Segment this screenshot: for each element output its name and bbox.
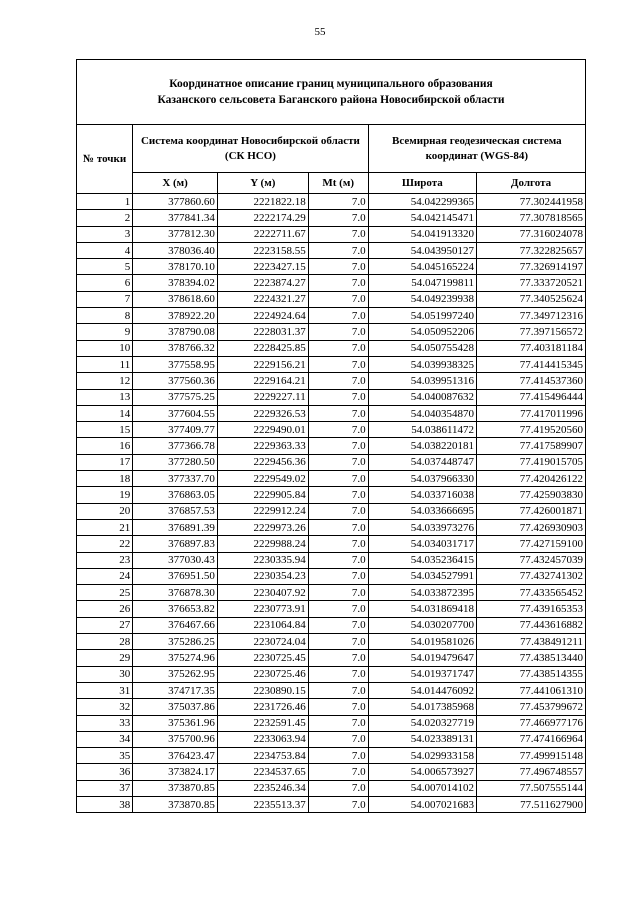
cell-x: 375700.96 [133,731,218,747]
cell-y: 2224924.64 [217,308,308,324]
cell-latitude: 54.039938325 [368,356,476,372]
cell-y: 2230407.92 [217,585,308,601]
table-row [77,666,585,682]
cell-latitude: 54.019479647 [368,650,476,666]
cell-longitude: 77.438514355 [477,666,585,682]
cell-mt: 7.0 [308,796,368,812]
cell-longitude: 77.433565452 [477,585,585,601]
cell-longitude: 77.415496444 [477,389,585,405]
cell-y: 2230890.15 [217,682,308,698]
cell-latitude: 54.034031717 [368,536,476,552]
header-x: X (м) [133,173,218,194]
table-body [77,194,585,813]
header-latitude: Широта [368,173,476,194]
table-row [77,715,585,731]
cell-latitude: 54.034527991 [368,568,476,584]
cell-latitude: 54.039951316 [368,373,476,389]
cell-point-number: 7 [77,291,133,307]
cell-y: 2229973.26 [217,519,308,535]
cell-latitude: 54.017385968 [368,699,476,715]
cell-latitude: 54.023389131 [368,731,476,747]
cell-x: 376863.05 [133,487,218,503]
cell-mt: 7.0 [308,780,368,796]
cell-point-number: 26 [77,601,133,617]
cell-y: 2229227.11 [217,389,308,405]
cell-x: 377030.43 [133,552,218,568]
cell-x: 376891.39 [133,519,218,535]
cell-mt: 7.0 [308,601,368,617]
cell-latitude: 54.014476092 [368,682,476,698]
cell-mt: 7.0 [308,259,368,275]
cell-y: 2228425.85 [217,340,308,356]
cell-latitude: 54.033666695 [368,503,476,519]
cell-point-number: 29 [77,650,133,666]
cell-mt: 7.0 [308,324,368,340]
cell-y: 2230724.04 [217,634,308,650]
cell-longitude: 77.417011996 [477,405,585,421]
cell-longitude: 77.453799672 [477,699,585,715]
coordinate-table-frame [76,59,586,813]
title-line-2: Казанского сельсовета Баганского района Новосибирской области [157,94,505,106]
cell-mt: 7.0 [308,226,368,242]
cell-mt: 7.0 [308,340,368,356]
cell-y: 2230773.91 [217,601,308,617]
table-row [77,552,585,568]
cell-mt: 7.0 [308,356,368,372]
cell-mt: 7.0 [308,682,368,698]
cell-longitude: 77.432457039 [477,552,585,568]
cell-point-number: 19 [77,487,133,503]
header-point-number: № точки [77,125,133,194]
cell-longitude: 77.426930903 [477,519,585,535]
cell-longitude: 77.316024078 [477,226,585,242]
table-row [77,634,585,650]
cell-mt: 7.0 [308,487,368,503]
cell-longitude: 77.326914197 [477,259,585,275]
cell-x: 377604.55 [133,405,218,421]
table-row [77,226,585,242]
cell-mt: 7.0 [308,731,368,747]
cell-y: 2232591.45 [217,715,308,731]
table-row [77,731,585,747]
cell-latitude: 54.035236415 [368,552,476,568]
cell-latitude: 54.029933158 [368,748,476,764]
cell-y: 2234537.65 [217,764,308,780]
cell-point-number: 17 [77,454,133,470]
cell-latitude: 54.042145471 [368,210,476,226]
cell-mt: 7.0 [308,748,368,764]
cell-point-number: 20 [77,503,133,519]
table-row [77,454,585,470]
table-row [77,308,585,324]
cell-longitude: 77.425903830 [477,487,585,503]
cell-point-number: 10 [77,340,133,356]
cell-longitude: 77.426001871 [477,503,585,519]
cell-latitude: 54.037448747 [368,454,476,470]
cell-x: 375262.95 [133,666,218,682]
cell-y: 2228031.37 [217,324,308,340]
cell-x: 375274.96 [133,650,218,666]
cell-mt: 7.0 [308,568,368,584]
cell-longitude: 77.403181184 [477,340,585,356]
cell-y: 2235246.34 [217,780,308,796]
cell-latitude: 54.033973276 [368,519,476,535]
cell-mt: 7.0 [308,291,368,307]
cell-y: 2235513.37 [217,796,308,812]
header-longitude: Долгота [477,173,585,194]
cell-point-number: 33 [77,715,133,731]
cell-latitude: 54.038220181 [368,438,476,454]
cell-longitude: 77.333720521 [477,275,585,291]
table-row [77,796,585,812]
cell-latitude: 54.038611472 [368,422,476,438]
cell-longitude: 77.414537360 [477,373,585,389]
cell-point-number: 38 [77,796,133,812]
cell-latitude: 54.030207700 [368,617,476,633]
cell-point-number: 36 [77,764,133,780]
cell-mt: 7.0 [308,552,368,568]
table-row [77,210,585,226]
cell-y: 2230725.45 [217,650,308,666]
cell-y: 2234753.84 [217,748,308,764]
table-row [77,405,585,421]
table-row [77,242,585,258]
cell-point-number: 9 [77,324,133,340]
table-row [77,438,585,454]
cell-x: 378394.02 [133,275,218,291]
header-y: Y (м) [217,173,308,194]
cell-y: 2229905.84 [217,487,308,503]
cell-latitude: 54.040087632 [368,389,476,405]
table-row [77,487,585,503]
cell-point-number: 24 [77,568,133,584]
cell-mt: 7.0 [308,715,368,731]
cell-point-number: 28 [77,634,133,650]
cell-x: 376857.53 [133,503,218,519]
cell-mt: 7.0 [308,650,368,666]
cell-longitude: 77.349712316 [477,308,585,324]
cell-latitude: 54.019371747 [368,666,476,682]
cell-mt: 7.0 [308,666,368,682]
cell-point-number: 23 [77,552,133,568]
cell-mt: 7.0 [308,275,368,291]
cell-latitude: 54.006573927 [368,764,476,780]
cell-latitude: 54.045165224 [368,259,476,275]
cell-x: 378922.20 [133,308,218,324]
cell-y: 2222711.67 [217,226,308,242]
cell-x: 375361.96 [133,715,218,731]
table-row [77,503,585,519]
cell-x: 377560.36 [133,373,218,389]
cell-longitude: 77.499915148 [477,748,585,764]
cell-longitude: 77.507555144 [477,780,585,796]
cell-y: 2229490.01 [217,422,308,438]
cell-longitude: 77.432741302 [477,568,585,584]
cell-y: 2229326.53 [217,405,308,421]
cell-y: 2229988.24 [217,536,308,552]
header-system-wgs84: Всемирная геодезическая система координат (WGS-84) [368,125,585,173]
coordinates-table [77,125,585,812]
document-title [77,60,585,125]
cell-point-number: 15 [77,422,133,438]
cell-y: 2230335.94 [217,552,308,568]
cell-x: 373824.17 [133,764,218,780]
cell-mt: 7.0 [308,471,368,487]
cell-x: 376878.30 [133,585,218,601]
table-row [77,780,585,796]
cell-x: 377337.70 [133,471,218,487]
cell-point-number: 3 [77,226,133,242]
cell-mt: 7.0 [308,634,368,650]
cell-mt: 7.0 [308,210,368,226]
cell-x: 377366.78 [133,438,218,454]
cell-longitude: 77.474166964 [477,731,585,747]
cell-mt: 7.0 [308,519,368,535]
cell-longitude: 77.443616882 [477,617,585,633]
cell-mt: 7.0 [308,585,368,601]
cell-latitude: 54.033872395 [368,585,476,601]
cell-y: 2229912.24 [217,503,308,519]
cell-x: 377409.77 [133,422,218,438]
cell-y: 2229549.02 [217,471,308,487]
cell-mt: 7.0 [308,617,368,633]
cell-y: 2224321.27 [217,291,308,307]
table-row [77,259,585,275]
cell-x: 378036.40 [133,242,218,258]
cell-longitude: 77.302441958 [477,194,585,210]
table-row [77,291,585,307]
cell-longitude: 77.414415345 [477,356,585,372]
cell-longitude: 77.496748557 [477,764,585,780]
table-row [77,324,585,340]
table-row [77,340,585,356]
table-row [77,650,585,666]
table-row [77,699,585,715]
table-row [77,471,585,487]
title-line-1: Координатное описание границ муниципального образования [169,78,493,90]
cell-y: 2223427.15 [217,259,308,275]
cell-x: 377860.60 [133,194,218,210]
cell-point-number: 2 [77,210,133,226]
cell-x: 378618.60 [133,291,218,307]
cell-point-number: 18 [77,471,133,487]
cell-point-number: 30 [77,666,133,682]
cell-longitude: 77.466977176 [477,715,585,731]
cell-point-number: 11 [77,356,133,372]
cell-x: 378766.32 [133,340,218,356]
cell-point-number: 16 [77,438,133,454]
table-row [77,275,585,291]
cell-point-number: 5 [77,259,133,275]
cell-y: 2223874.27 [217,275,308,291]
cell-x: 377575.25 [133,389,218,405]
cell-point-number: 8 [77,308,133,324]
cell-x: 376951.50 [133,568,218,584]
cell-y: 2222174.29 [217,210,308,226]
cell-point-number: 14 [77,405,133,421]
cell-latitude: 54.051997240 [368,308,476,324]
cell-latitude: 54.007014102 [368,780,476,796]
cell-latitude: 54.041913320 [368,226,476,242]
cell-latitude: 54.037966330 [368,471,476,487]
cell-latitude: 54.020327719 [368,715,476,731]
cell-x: 376467.66 [133,617,218,633]
cell-y: 2231064.84 [217,617,308,633]
cell-mt: 7.0 [308,194,368,210]
cell-x: 373870.85 [133,796,218,812]
table-row [77,373,585,389]
cell-x: 377841.34 [133,210,218,226]
cell-latitude: 54.050952206 [368,324,476,340]
cell-x: 375037.86 [133,699,218,715]
table-row [77,617,585,633]
cell-mt: 7.0 [308,699,368,715]
header-system-nso: Система координат Новосибирской области (СК НСО) [133,125,368,173]
cell-point-number: 4 [77,242,133,258]
cell-mt: 7.0 [308,242,368,258]
cell-latitude: 54.042299365 [368,194,476,210]
cell-longitude: 77.417589907 [477,438,585,454]
cell-longitude: 77.419015705 [477,454,585,470]
page-number: 55 [314,26,326,38]
table-row [77,764,585,780]
cell-y: 2229164.21 [217,373,308,389]
cell-latitude: 54.047199811 [368,275,476,291]
cell-x: 373870.85 [133,780,218,796]
cell-point-number: 37 [77,780,133,796]
table-row [77,194,585,210]
cell-longitude: 77.419520560 [477,422,585,438]
cell-point-number: 1 [77,194,133,210]
table-row [77,536,585,552]
cell-longitude: 77.307818565 [477,210,585,226]
cell-latitude: 54.033716038 [368,487,476,503]
cell-latitude: 54.019581026 [368,634,476,650]
cell-y: 2230354.23 [217,568,308,584]
cell-latitude: 54.050755428 [368,340,476,356]
cell-y: 2231726.46 [217,699,308,715]
cell-point-number: 22 [77,536,133,552]
cell-latitude: 54.049239938 [368,291,476,307]
table-row [77,389,585,405]
cell-mt: 7.0 [308,405,368,421]
cell-point-number: 35 [77,748,133,764]
cell-x: 376653.82 [133,601,218,617]
cell-x: 377558.95 [133,356,218,372]
cell-point-number: 32 [77,699,133,715]
cell-point-number: 27 [77,617,133,633]
cell-x: 378170.10 [133,259,218,275]
table-row [77,748,585,764]
cell-y: 2221822.18 [217,194,308,210]
table-row [77,585,585,601]
cell-y: 2230725.46 [217,666,308,682]
cell-longitude: 77.438491211 [477,634,585,650]
cell-y: 2229363.33 [217,438,308,454]
table-row [77,422,585,438]
cell-x: 377812.30 [133,226,218,242]
header-mt: Mt (м) [308,173,368,194]
cell-point-number: 13 [77,389,133,405]
cell-point-number: 21 [77,519,133,535]
cell-mt: 7.0 [308,438,368,454]
cell-point-number: 6 [77,275,133,291]
cell-point-number: 31 [77,682,133,698]
table-row [77,601,585,617]
cell-x: 377280.50 [133,454,218,470]
cell-mt: 7.0 [308,454,368,470]
cell-point-number: 34 [77,731,133,747]
cell-x: 376897.83 [133,536,218,552]
cell-y: 2233063.94 [217,731,308,747]
cell-mt: 7.0 [308,503,368,519]
cell-longitude: 77.420426122 [477,471,585,487]
cell-x: 376423.47 [133,748,218,764]
cell-point-number: 25 [77,585,133,601]
cell-y: 2229456.36 [217,454,308,470]
table-row [77,568,585,584]
cell-longitude: 77.439165353 [477,601,585,617]
cell-point-number: 12 [77,373,133,389]
cell-mt: 7.0 [308,389,368,405]
cell-longitude: 77.511627900 [477,796,585,812]
cell-x: 378790.08 [133,324,218,340]
cell-mt: 7.0 [308,536,368,552]
cell-mt: 7.0 [308,422,368,438]
table-row [77,356,585,372]
table-row [77,682,585,698]
cell-latitude: 54.031869418 [368,601,476,617]
cell-x: 374717.35 [133,682,218,698]
cell-mt: 7.0 [308,373,368,389]
cell-y: 2223158.55 [217,242,308,258]
cell-y: 2229156.21 [217,356,308,372]
cell-mt: 7.0 [308,308,368,324]
cell-longitude: 77.322825657 [477,242,585,258]
cell-x: 375286.25 [133,634,218,650]
cell-longitude: 77.441061310 [477,682,585,698]
cell-latitude: 54.040354870 [368,405,476,421]
cell-mt: 7.0 [308,764,368,780]
cell-latitude: 54.007021683 [368,796,476,812]
cell-longitude: 77.397156572 [477,324,585,340]
table-row [77,519,585,535]
cell-longitude: 77.438513440 [477,650,585,666]
cell-longitude: 77.340525624 [477,291,585,307]
cell-longitude: 77.427159100 [477,536,585,552]
cell-latitude: 54.043950127 [368,242,476,258]
